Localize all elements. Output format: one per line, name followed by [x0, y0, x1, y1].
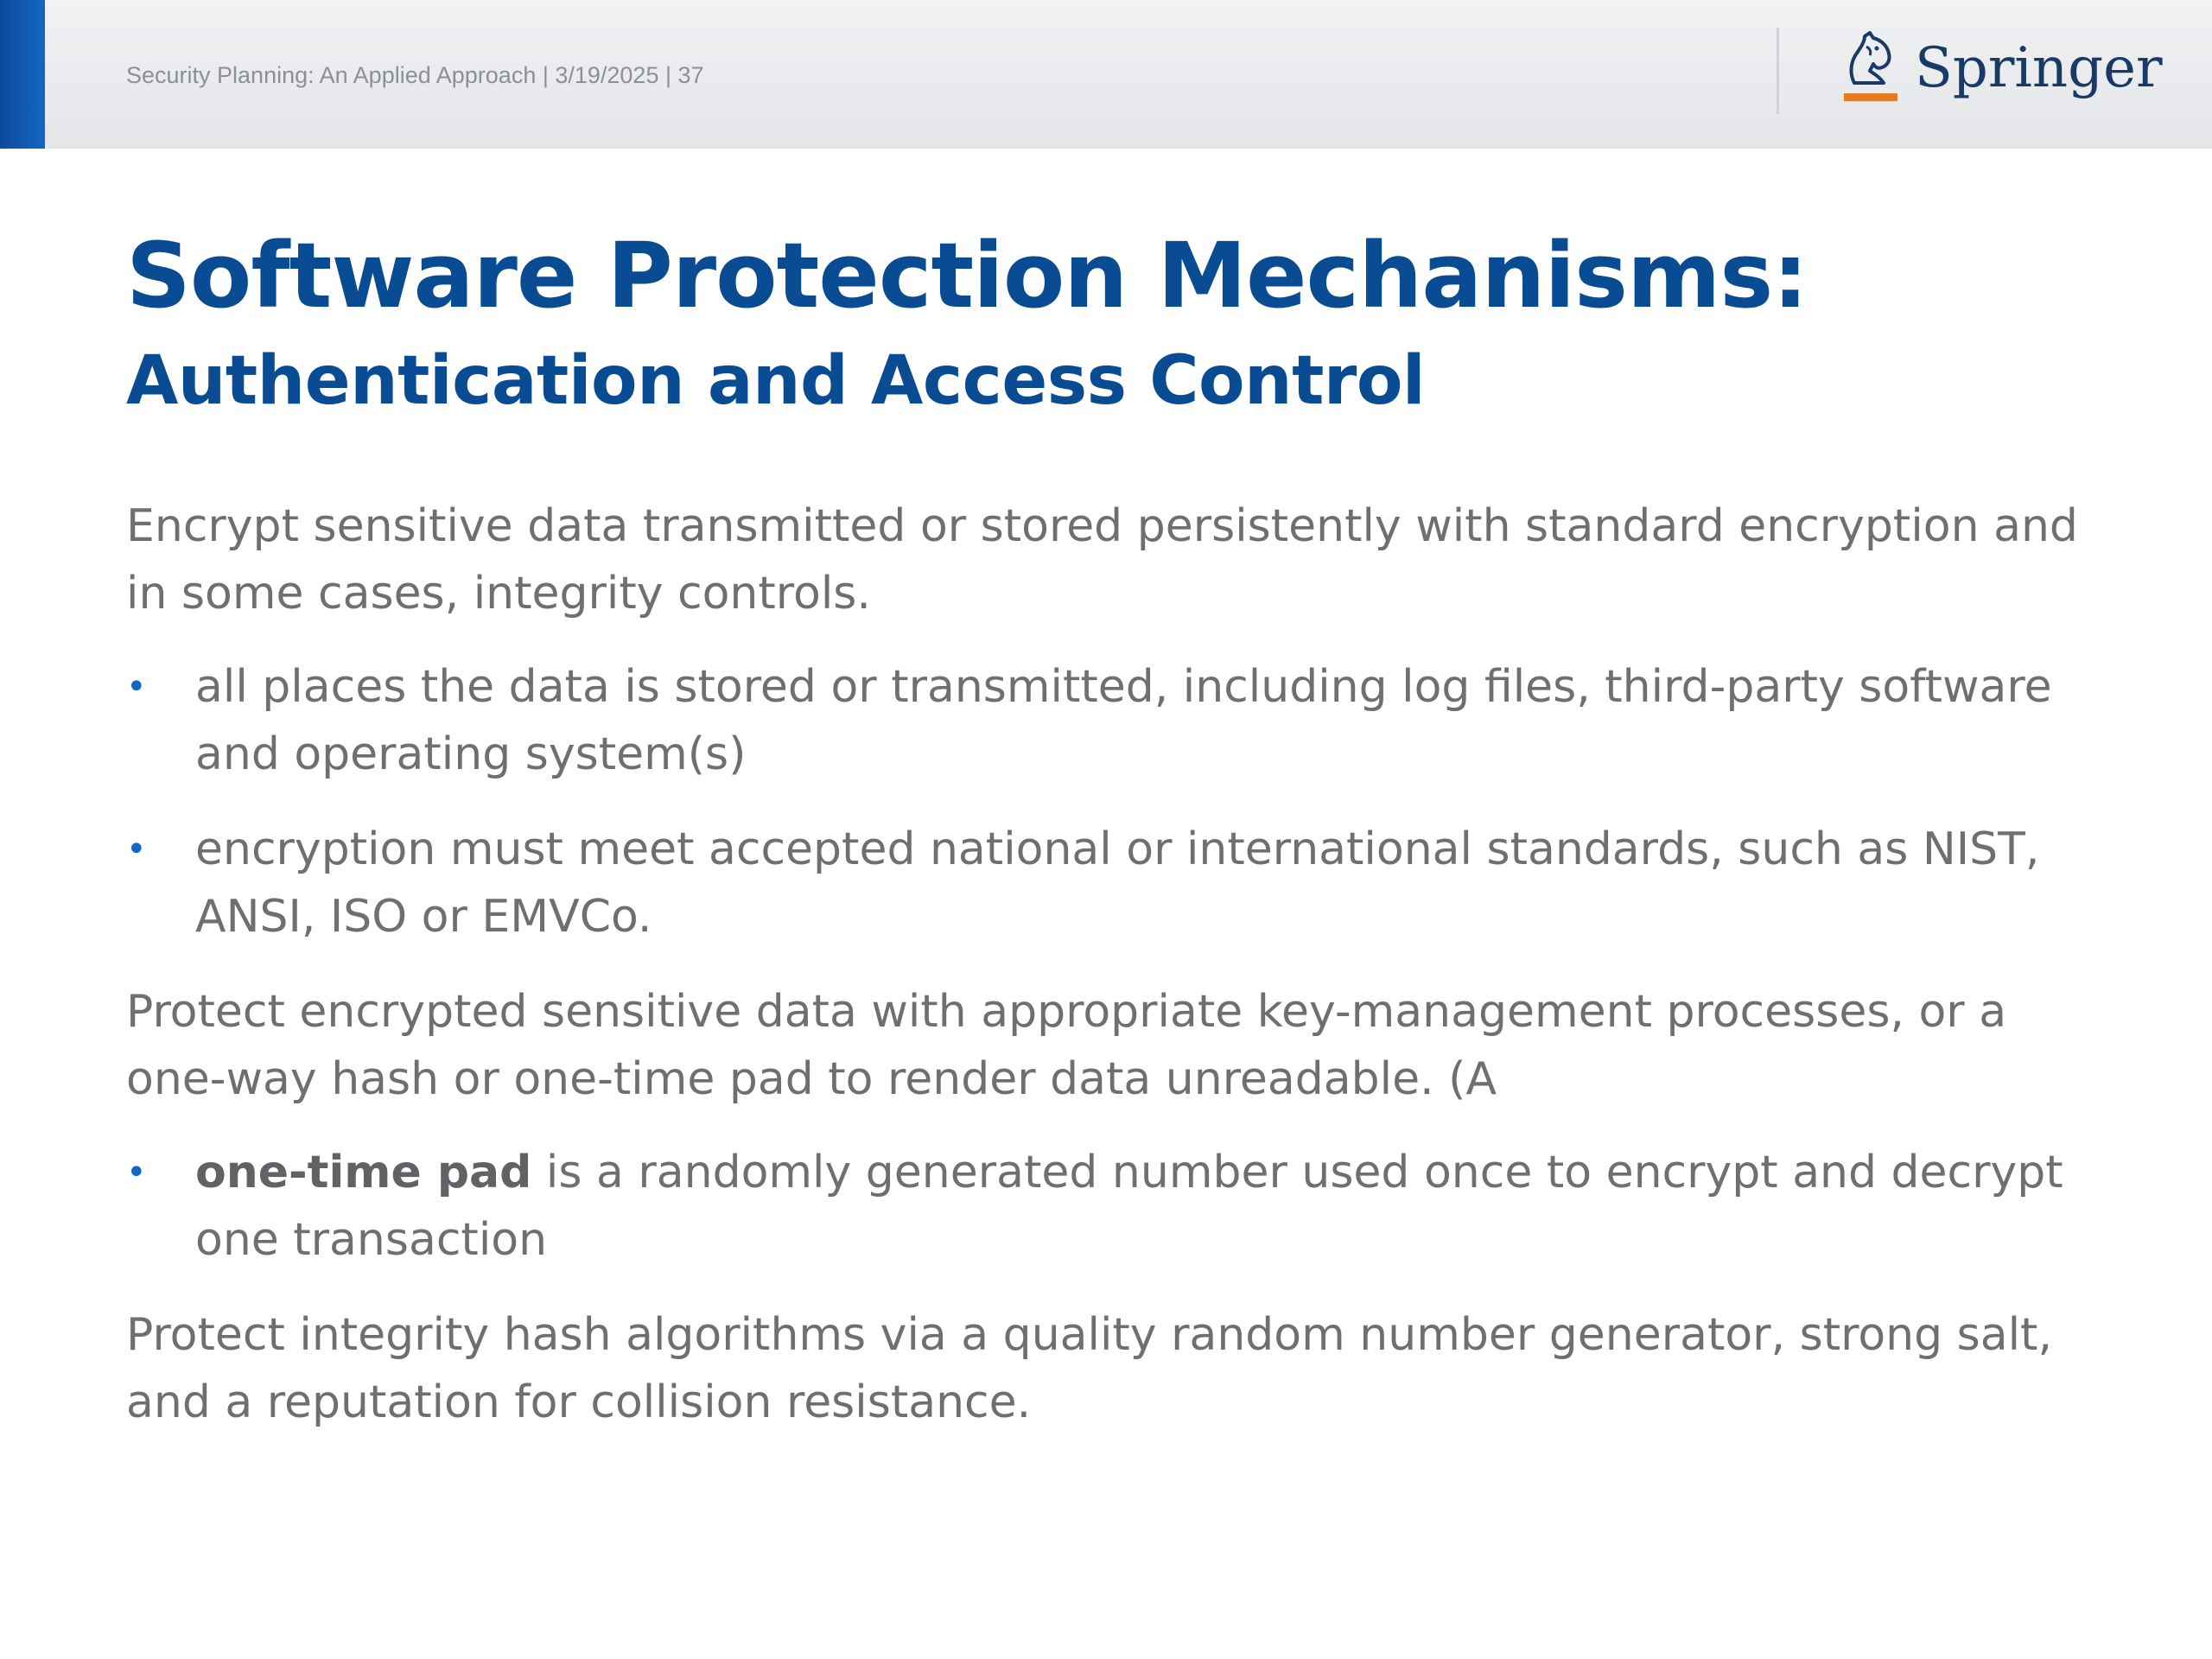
bullet-item: [126, 653, 2105, 788]
header-accent-bar: [0, 0, 45, 149]
paragraph-integrity-hash: Protect integrity hash algorithms via a quality random number generator, strong salt, and a reputation for collision resistance.: [126, 1309, 2052, 1428]
header-divider: [1777, 28, 1779, 114]
bullet-text: encryption must meet accepted national or international standards, such as NIST, ANSI, ISO or EMVCo.: [195, 823, 2040, 943]
paragraph-protect-encrypted: Protect encrypted sensitive data with appropriate key-management processes, or a one-way hash or one-time pad to render data unreadable. (A: [126, 986, 2007, 1105]
slide-header: [0, 0, 2212, 149]
paragraph-encrypt: Encrypt sensitive data transmitted or stored persistently with standard encryption and in some cases, integrity controls.: [126, 500, 2078, 620]
bullet-term: one-time pad: [195, 1147, 532, 1198]
bullet-dot: •: [126, 1153, 147, 1192]
springer-logo: [1835, 29, 2163, 116]
bullet-dot: •: [126, 830, 147, 869]
bullet-text: all places the data is stored or transmitted, including log files, third-party software and operating system(s): [195, 661, 2052, 780]
bullet-item: [126, 816, 2105, 950]
bullet-list-encrypt: [126, 653, 2105, 950]
bullet-dot: •: [126, 667, 147, 707]
slide-body: [126, 493, 2105, 1462]
springer-logo-text: Springer: [1915, 36, 2163, 100]
bullet-list-one-time-pad: [126, 1139, 2105, 1274]
springer-horse-icon: [1835, 29, 1901, 109]
bullet-text: is a randomly generated number used once to encrypt and decrypt one transaction: [195, 1147, 2063, 1266]
header-footer-text: Security Planning: An Applied Approach | 3/19/2025 | 37: [126, 62, 704, 88]
bullet-item: [126, 1139, 2105, 1274]
slide-subtitle: Authentication and Access Control: [126, 342, 1426, 420]
slide-title: Software Protection Mechanisms:: [126, 223, 1808, 328]
